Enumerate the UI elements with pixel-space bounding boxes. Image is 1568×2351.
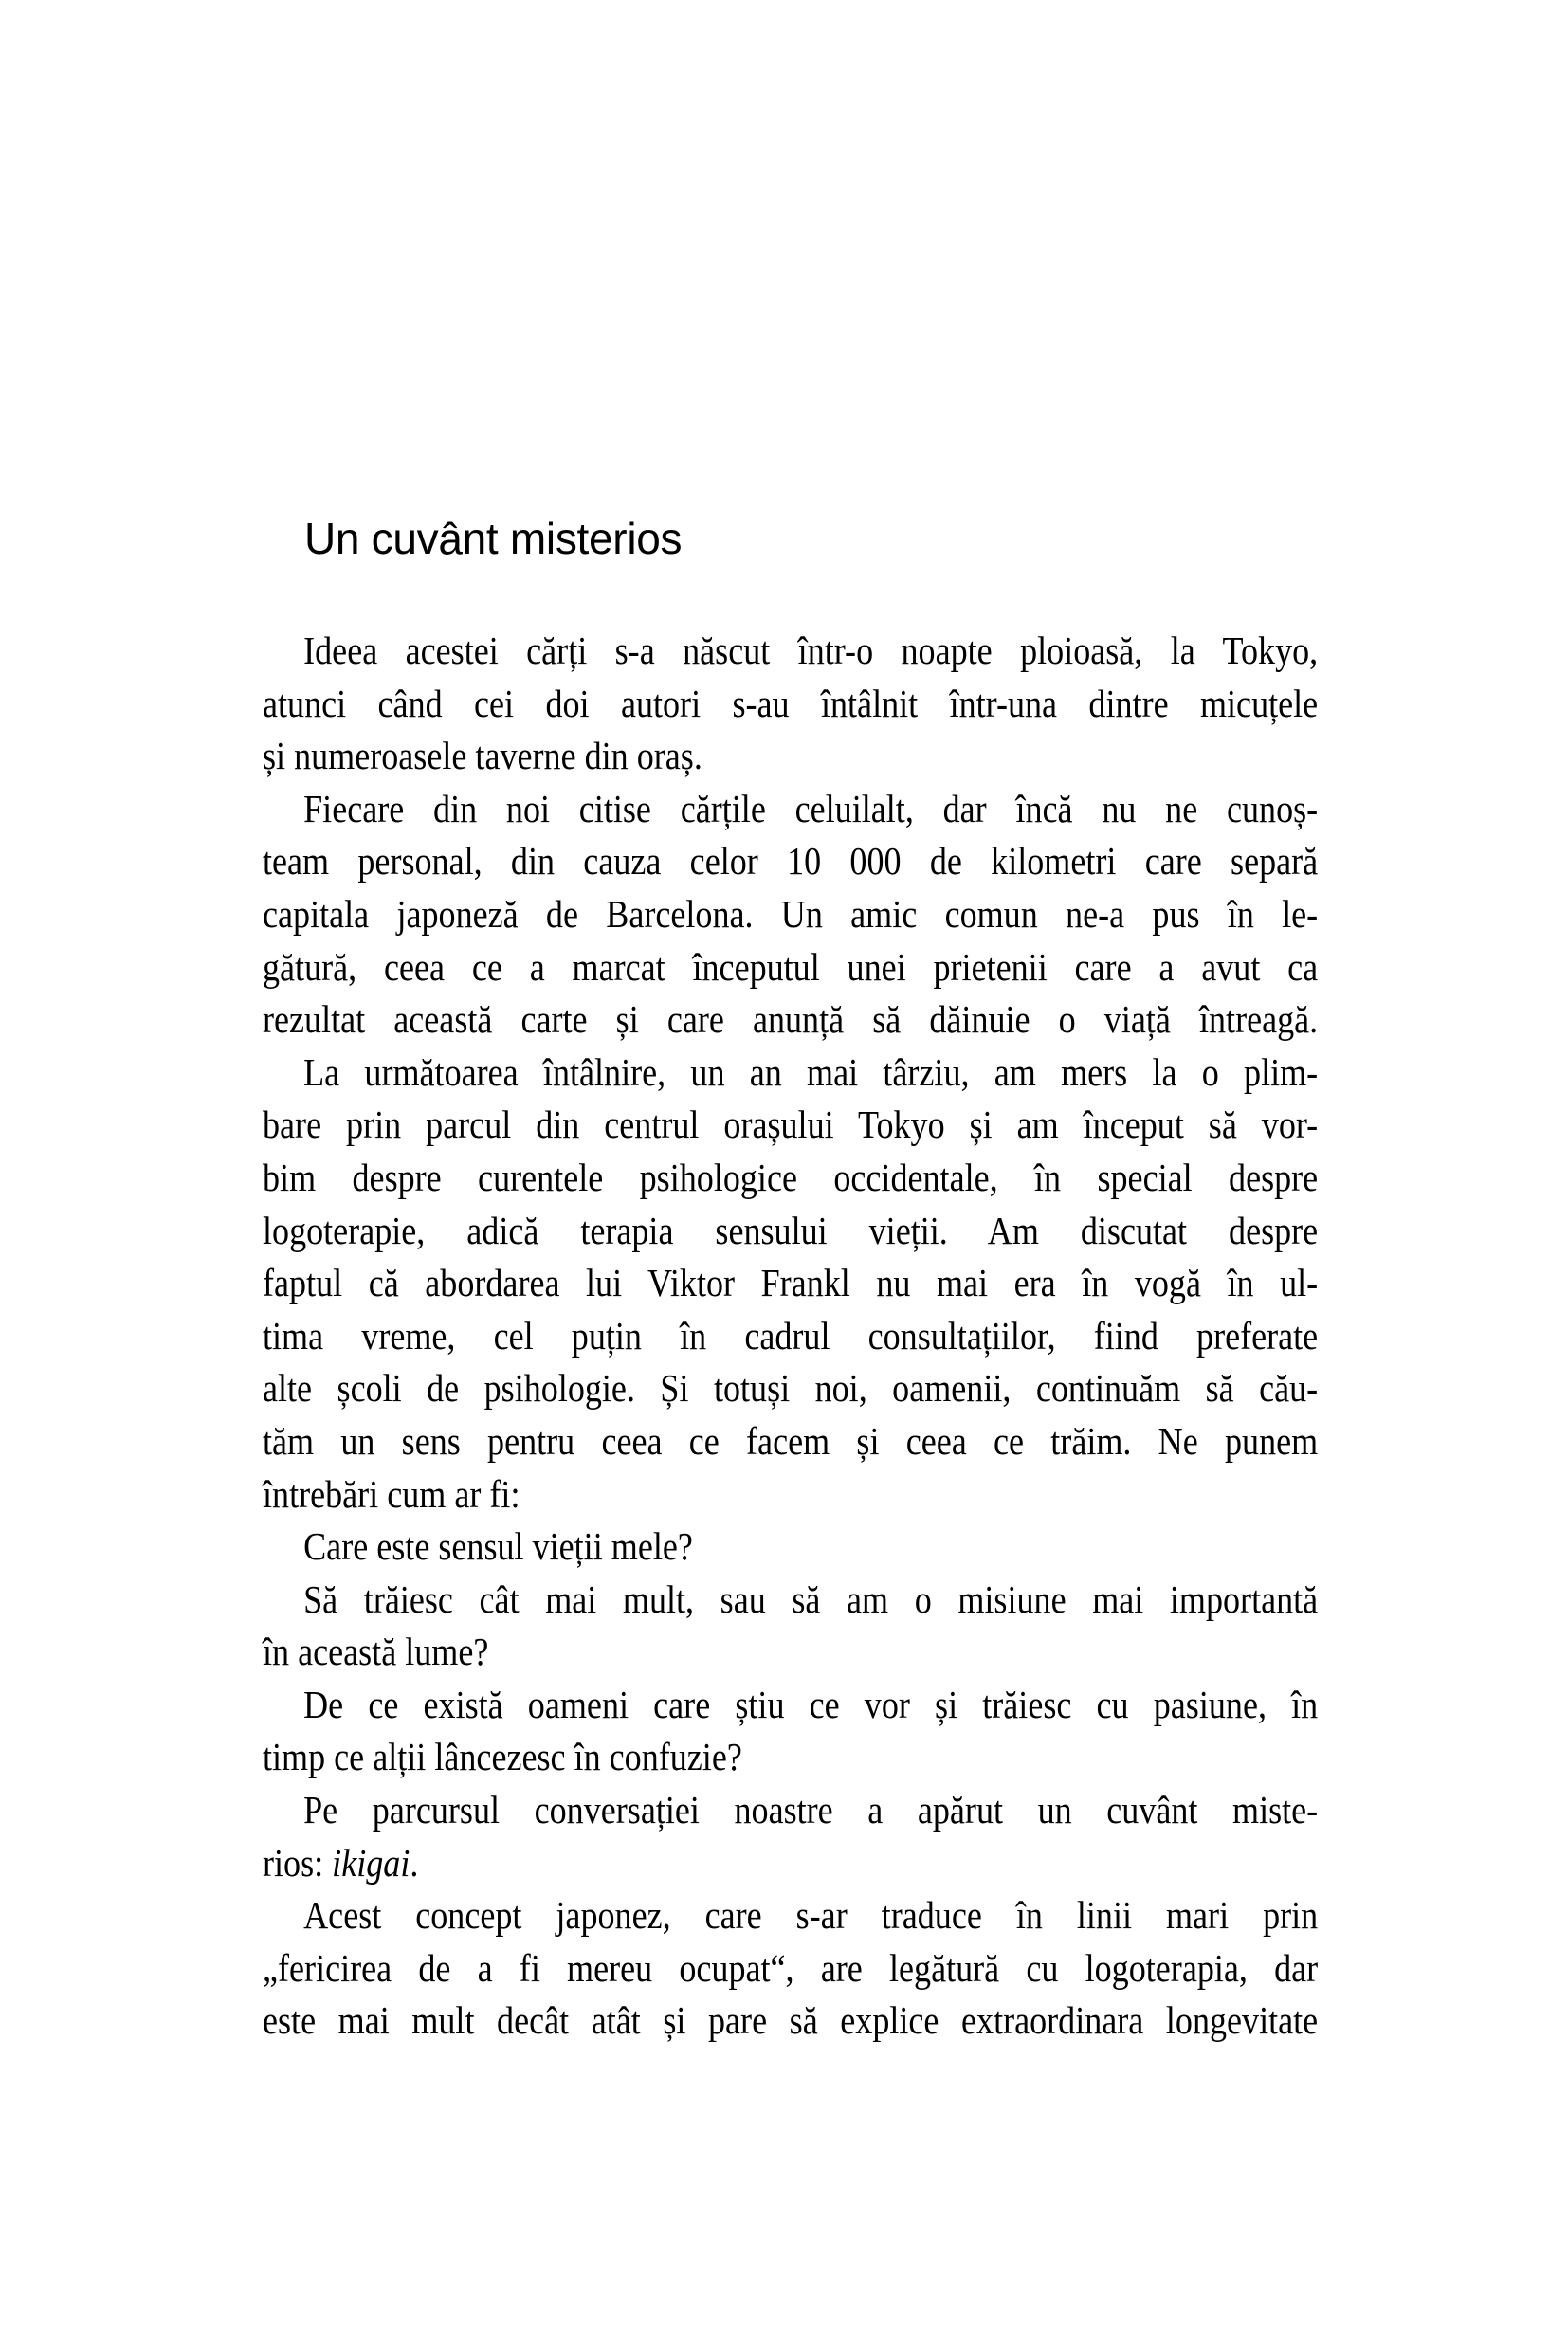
text-line: este mai mult decât atât și pare să explice extraordinara longevitate [263, 1998, 1319, 2043]
text-line: atunci când cei doi autori s-au întâlnit într-una dintre micuțele [263, 681, 1319, 725]
text-line: Ideea acestei cărți s-a născut într-o noapte ploioasă, la Tokyo, [303, 629, 1319, 672]
text-line: „fericirea de a fi mereu ocupat“, are legătură cu logoterapia, dar [263, 1945, 1319, 1990]
paragraph [263, 1047, 1318, 1521]
text-line: Fiecare din noi citise cărțile celuilalt, dar încă nu ne cunoș- [303, 786, 1319, 830]
text-line: De ce există oameni care știu ce vor și trăiesc cu pasiune, în [303, 1682, 1319, 1726]
paragraph [263, 625, 1318, 783]
paragraph [263, 1574, 1318, 1679]
text-line: bare prin parcul din centrul orașului Tokyo și am început să vor- [263, 1103, 1319, 1147]
text-line: bim despre curentele psihologice occidentale, în special despre [263, 1155, 1319, 1199]
text-line: tima vreme, cel puțin în cadrul consultațiilor, fiind preferate [263, 1313, 1319, 1358]
text-line: tăm un sens pentru ceea ce facem și ceea ce trăim. Ne punem [263, 1418, 1319, 1463]
paragraph [263, 1784, 1318, 1889]
text-line: La următoarea întâlnire, un an mai târziu, am mers la o plim- [303, 1049, 1319, 1094]
text-line: întrebări cum ar fi: [263, 1471, 520, 1516]
text-line: Acest concept japonez, care s-ar traduce în linii mari prin [303, 1893, 1319, 1938]
paragraph [263, 1679, 1318, 1784]
paragraph [263, 1889, 1318, 2048]
text-line: și numeroasele taverne din oraș. [263, 734, 702, 778]
text-line: timp ce alții lâncezesc în confuzie? [263, 1735, 742, 1779]
text-line: alte școli de psihologie. Și totuși noi, oamenii, continuăm să cău- [263, 1366, 1319, 1411]
text-line: gătură, ceea ce a marcat începutul unei prietenii care a avut ca [263, 944, 1319, 989]
paragraph [263, 783, 1318, 1047]
text-line: Pe parcursul conversației noastre a apărut un cuvânt miste- [303, 1788, 1319, 1832]
text-line: faptul că abordarea lui Viktor Frankl nu mai era în vogă în ul- [263, 1261, 1319, 1305]
text-line: rezultat această carte și care anunță să dăinuie o viață întreagă. [263, 997, 1319, 1042]
chapter-title: Un cuvânt misterios [304, 514, 683, 563]
text-line: Care este sensul vieții mele? [303, 1524, 693, 1569]
paragraph [263, 1521, 1318, 1574]
text-line: rios: ikigai. [263, 1840, 419, 1885]
text-line: capitala japoneză de Barcelona. Un amic comun ne-a pus în le- [263, 891, 1319, 936]
text-line: în această lume? [263, 1630, 489, 1674]
text-line: Să trăiesc cât mai mult, sau să am o misiune mai importantă [303, 1576, 1319, 1621]
text-column [263, 625, 1318, 2048]
text-line: team personal, din cauza celor 10 000 de kilometri care separă [263, 839, 1319, 884]
text-line: logoterapie, adică terapia sensului vieții. Am discutat despre [263, 1208, 1319, 1252]
